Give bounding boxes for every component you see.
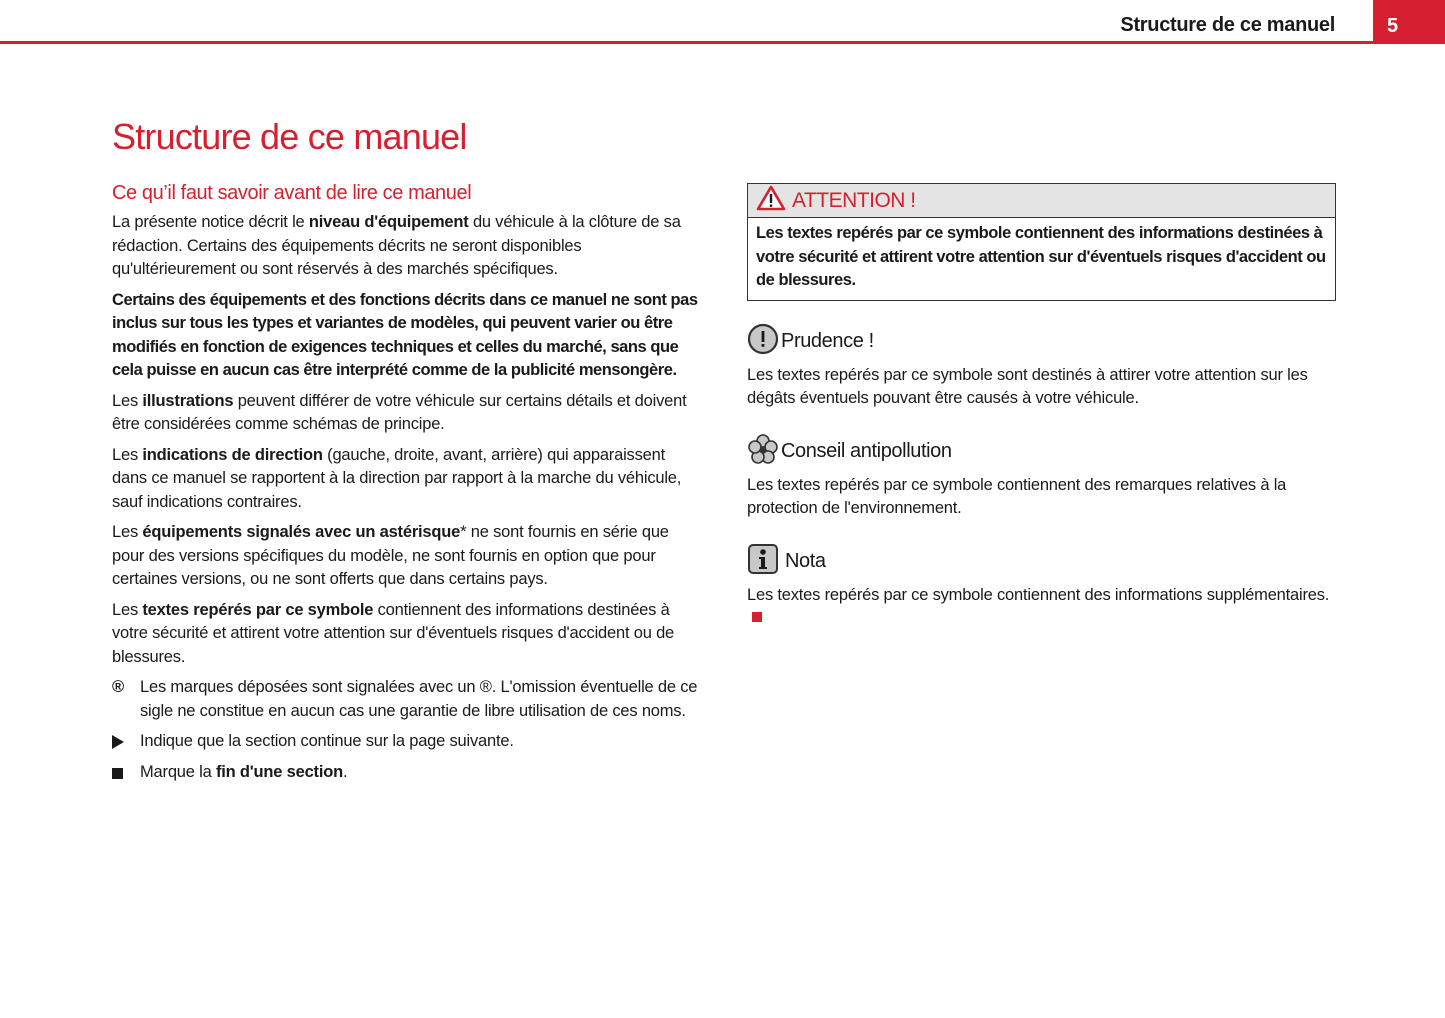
running-header-title: Structure de ce manuel: [1120, 14, 1335, 36]
exclamation-circle-icon: [747, 323, 779, 360]
end-of-section-icon: [752, 612, 762, 622]
text: du véhicule à la clôture de sa rédaction. Certains des équipements décrits ne seront disponibles qu'ultérieurement ou sont réservés à des marchés spécifiques.: [112, 213, 681, 278]
triangle-right-icon: [112, 730, 130, 757]
section-heading: Ce qu’il faut savoir avant de lire ce manuel: [112, 182, 472, 204]
text: Les: [112, 391, 143, 410]
legend-item-registered: [112, 676, 702, 723]
page-number: 5: [1387, 15, 1399, 37]
legend-text: .: [343, 762, 348, 781]
text: La présente notice décrit le: [112, 213, 309, 231]
paragraph-asterisk: [112, 521, 702, 592]
notice-title: Conseil antipollution: [781, 440, 952, 462]
text: (gauche, droite, avant, arrière) qui apparaissent dans ce manuel se rapportent à la direction par rapport à la marche du véhicule, sauf indications contraires.: [112, 445, 682, 511]
notice-header: [747, 325, 1337, 359]
notice-body: Les textes repérés par ce symbole sont destinés à attirer votre attention sur les dégâts éventuels pouvant être causés à votre véhicule.: [747, 365, 1308, 407]
notice-title: Prudence !: [781, 330, 874, 352]
bold-text: niveau d'équipement: [308, 213, 469, 231]
text: * ne sont fournis en série que pour des versions spécifiques du modèle, ne sont fournis en option que pour certaines versions, ou ne sont offerts que dans certains pays.: [112, 523, 669, 588]
text: Les: [112, 445, 143, 464]
paragraph-disclaimer: Certains des équipements et des fonctions décrits dans ce manuel ne sont pas inclus sur tous les types et variantes de modèles, qui peuvent varier ou être modifiés en fonction de exigences techniques et celles du marché, sans que cela puisse en aucun cas être interprété comme de la publicité mensongère.: [112, 290, 698, 379]
warning-triangle-icon: [756, 185, 786, 216]
legend-text: Les marques déposées sont signalées avec un ®. L'omission éventuelle de ce sigle ne constitue en aucun cas une garantie de libre utilisation de ces noms.: [140, 678, 698, 720]
notice-body: [747, 584, 1337, 631]
bold-text: fin d'une section: [215, 762, 343, 781]
bold-text: indications de direction: [142, 445, 323, 464]
registered-icon: ®: [112, 678, 124, 696]
notice-antipollution: [747, 435, 1337, 521]
page-number-tab: [1373, 0, 1445, 44]
paragraph-symbol-texts: [112, 599, 702, 670]
page-title: Structure de ce manuel: [112, 116, 467, 157]
notice-header: [747, 435, 1337, 469]
paragraph-equipment-level: [112, 211, 702, 282]
paragraph-illustrations: [112, 390, 702, 437]
info-icon: [747, 543, 779, 580]
legend-item-end-section: [112, 761, 702, 785]
attention-label: ATTENTION !: [792, 188, 916, 212]
notice-nota: [747, 545, 1337, 631]
square-icon: [112, 761, 130, 787]
text: contiennent des informations destinées à votre sécurité et attirent votre attention sur d'éventuels risques d'accident ou de blessures.: [112, 600, 675, 666]
legend-text: Indique que la section continue sur la page suivante.: [140, 732, 514, 750]
right-column: [747, 183, 1337, 631]
symbol-legend: [112, 676, 702, 784]
flower-icon: [747, 433, 779, 470]
legend-text: Marque la: [140, 762, 216, 781]
attention-box: [747, 183, 1336, 301]
legend-item-continues: [112, 730, 702, 754]
notice-body: Les textes repérés par ce symbole contiennent des remarques relatives à la protection de l'environnement.: [747, 475, 1287, 517]
text: Les: [112, 523, 143, 541]
bold-text: textes repérés par ce symbole: [142, 600, 374, 619]
notice-header: [747, 545, 1337, 579]
left-column: [112, 182, 702, 791]
bold-text: équipements signalés avec un astérisque: [142, 523, 461, 541]
notice-title: Nota: [785, 550, 826, 572]
notice-text: Les textes repérés par ce symbole contiennent des informations supplémentaires.: [747, 585, 1330, 604]
attention-body: Les textes repérés par ce symbole contiennent des informations destinées à votre sécurité et attirent votre attention sur d'éventuels risques d'accident ou de blessures.: [756, 224, 1326, 289]
text: Les: [112, 600, 143, 619]
text: peuvent différer de votre véhicule sur certains détails et doivent être considérées comme schémas de principe.: [112, 391, 687, 433]
attention-header: [748, 184, 1335, 218]
paragraph-directions: [112, 444, 702, 515]
notice-prudence: [747, 325, 1337, 411]
bold-text: illustrations: [142, 391, 234, 410]
header-rule: [0, 41, 1445, 44]
